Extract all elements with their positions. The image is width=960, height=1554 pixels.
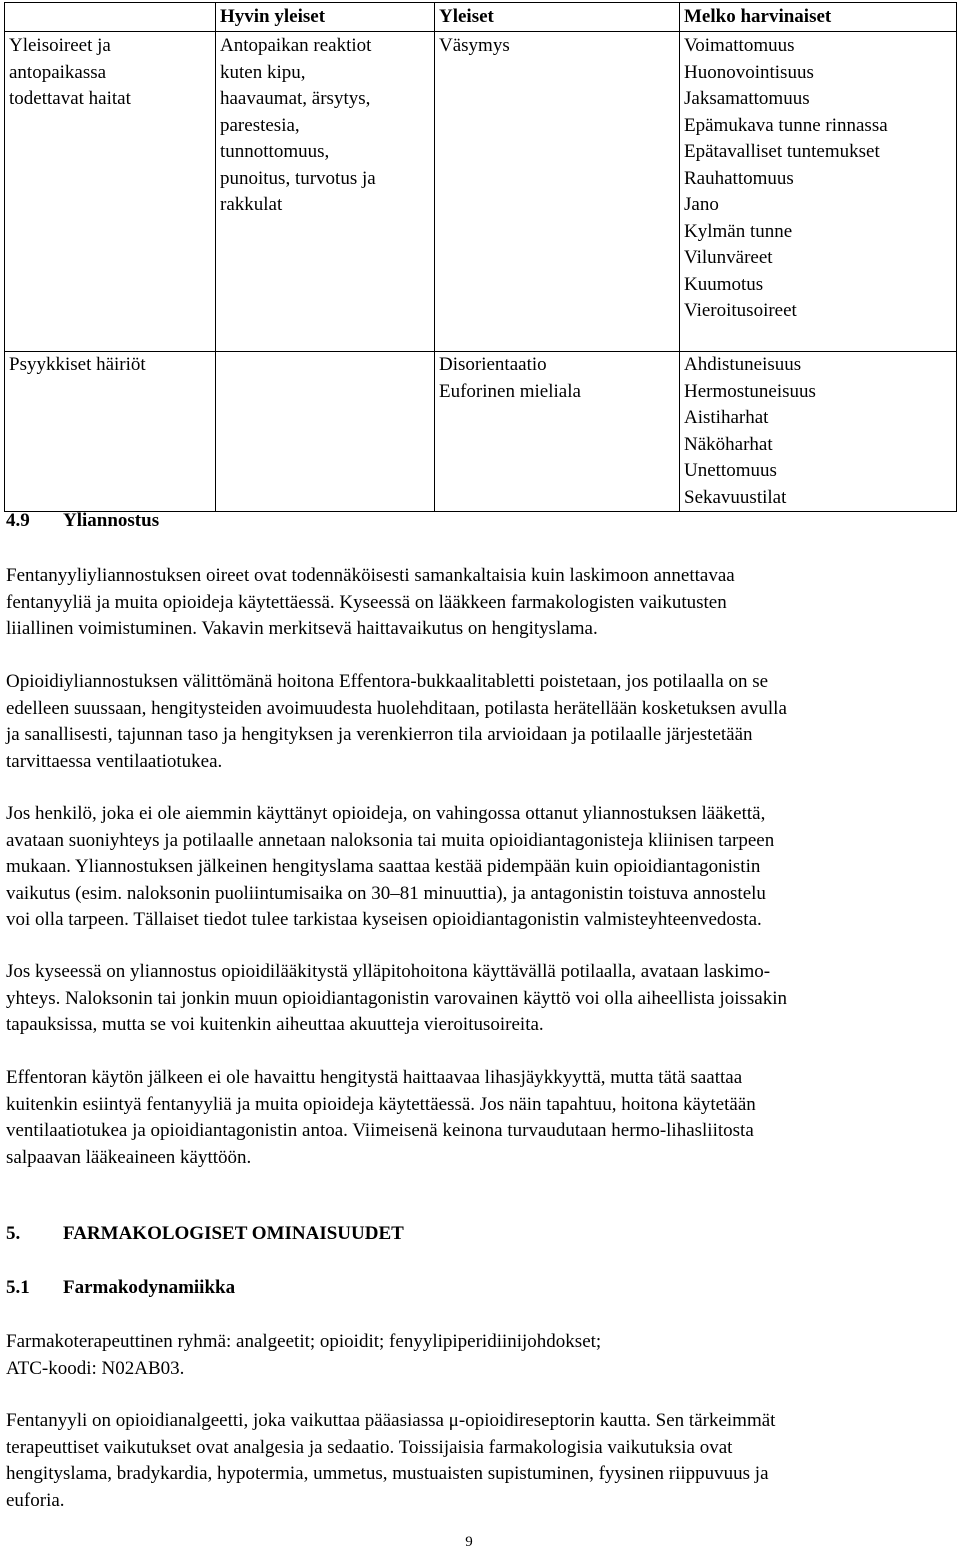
text-line: Effentoran käytön jälkeen ei ole havaittu hengitystä haittaavaa lihasjäykkyyttä, mutta tätä saattaa	[6, 1067, 743, 1088]
uncommon-cell	[680, 352, 957, 512]
cell-line: Näköharhat	[684, 433, 773, 455]
cell-line: todettavat haitat	[9, 88, 131, 109]
cell-line: Disorientaatio	[439, 354, 547, 375]
paragraph	[6, 1408, 950, 1514]
cell-line: kuten kipu,	[220, 61, 306, 83]
cell-line: Rauhattomuus	[684, 167, 794, 189]
category-cell	[5, 32, 216, 352]
cell-line: Voimattomuus	[684, 35, 795, 56]
cell-line: Kylmän tunne	[684, 220, 793, 242]
header-cell: Melko harvinaiset	[680, 3, 957, 32]
paragraph	[6, 669, 950, 775]
section-number: 4.9	[6, 510, 30, 531]
cell-line: Psyykkiset häiriöt	[9, 354, 146, 375]
text-line: mukaan. Yliannostuksen jälkeinen hengityslama saattaa kestää pidempään kuin opioidiantagonistin	[6, 856, 761, 877]
header-cell: Hyvin yleiset	[216, 3, 435, 32]
header-cell	[5, 3, 216, 32]
adverse-effects-table	[4, 2, 957, 512]
paragraph	[6, 959, 950, 1039]
section-heading-4-9	[6, 510, 159, 532]
text-line: edelleen suussaan, hengitysteiden avoimuudesta huolehditaan, potilasta herätellään kosketuksen avulla	[6, 697, 787, 719]
cell-line: Jaksamattomuus	[684, 88, 810, 109]
table-header-row	[5, 3, 957, 32]
paragraph	[6, 1065, 950, 1171]
cell-line: Kuumotus	[684, 273, 764, 295]
text-line: voi olla tarpeen. Tällaiset tiedot tulee tarkistaa kyseisen opioidiantagonistin valmisteyhteenvedosta.	[6, 909, 762, 930]
text-line: ATC-koodi: N02AB03.	[6, 1357, 185, 1379]
text-line: Jos henkilö, joka ei ole aiemmin käyttänyt opioideja, on vahingossa ottanut yliannostuksen lääkettä,	[6, 803, 766, 824]
text-line: hengityslama, bradykardia, hypotermia, ummetus, mustuaisten supistuminen, fyysinen riippuvuus ja	[6, 1463, 769, 1484]
text-line: Fentanyyliyliannostuksen oireet ovat todennäköisesti samankaltaisia kuin laskimoon annettavaa	[6, 565, 735, 586]
cell-line: haavaumat, ärsytys,	[220, 88, 371, 109]
section-title: FARMAKOLOGISET OMINAISUUDET	[63, 1223, 404, 1244]
text-line: ja sanallisesti, tajunnan taso ja hengityksen ja verenkierron tila arvioidaan ja potilaalle järjestetään	[6, 724, 753, 745]
cell-line: Yleisoireet ja	[9, 35, 111, 56]
text-line: Jos kyseessä on yliannostus opioidilääkitystä ylläpitohoitona käyttävällä potilaalla, avataan laskimo-	[6, 961, 771, 982]
cell-line: Antopaikan reaktiot	[220, 35, 372, 56]
text-line: Fentanyyli on opioidianalgeetti, joka vaikuttaa pääasiassa μ-opioidireseptorin kautta. Sen tärkeimmät	[6, 1410, 776, 1431]
cell-line: parestesia,	[220, 114, 300, 136]
cell-line: Epätavalliset tuntemukset	[684, 141, 880, 162]
very-common-cell	[216, 352, 435, 512]
cell-line: Epämukava tunne rinnassa	[684, 114, 888, 136]
section-title: Yliannostus	[63, 510, 160, 531]
cell-line: rakkulat	[220, 194, 283, 215]
section-heading-5-1	[6, 1277, 235, 1299]
text-line: euforia.	[6, 1489, 65, 1511]
cell-line: Huonovointisuus	[684, 61, 814, 83]
cell-line: Hermostuneisuus	[684, 380, 816, 402]
text-line: tapauksissa, mutta se voi kuitenkin aiheuttaa akuutteja vieroitusoireita.	[6, 1014, 544, 1035]
text-line: avataan suoniyhteys ja potilaalle annetaan naloksonia tai muita opioidiantagonisteja kliinisen tarpeen	[6, 829, 775, 851]
uncommon-cell	[680, 32, 957, 352]
table-row	[5, 32, 957, 352]
text-line: Farmakoterapeuttinen ryhmä: analgeetit; opioidit; fenyylipiperidiinijohdokset;	[6, 1331, 602, 1352]
text-line: terapeuttiset vaikutukset ovat analgesia ja sedaatio. Toissijaisia farmakologisia vaikutuksia ovat	[6, 1436, 733, 1458]
paragraph	[6, 563, 950, 643]
cell-line: punoitus, turvotus ja	[220, 167, 376, 189]
cell-line: Vilunväreet	[684, 247, 773, 268]
cell-line: Euforinen mieliala	[439, 380, 581, 402]
common-cell	[435, 32, 680, 352]
text-line: vaikutus (esim. naloksonin puoliintumisaika on 30–81 minuuttia), ja antagonistin toistuva annostelu	[6, 882, 766, 904]
cell-line: Aistiharhat	[684, 407, 769, 428]
header-cell: Yleiset	[435, 3, 680, 32]
text-line: liiallinen voimistuminen. Vakavin merkitsevä haittavaikutus on hengityslama.	[6, 618, 598, 639]
text-line: yhteys. Naloksonin tai jonkin muun opioidiantagonistin varovainen käyttö voi olla aiheellista joissakin	[6, 987, 787, 1009]
cell-line: Ahdistuneisuus	[684, 354, 802, 375]
cell-line: Vieroitusoireet	[684, 300, 797, 321]
cell-line: Jano	[684, 194, 719, 215]
text-line: salpaavan lääkeaineen käyttöön.	[6, 1146, 252, 1168]
page-number: 9	[465, 1534, 473, 1550]
cell-line: Väsymys	[439, 35, 510, 56]
cell-line: Unettomuus	[684, 460, 777, 481]
cell-line: antopaikassa	[9, 61, 107, 83]
section-heading-5	[6, 1223, 404, 1245]
very-common-cell	[216, 32, 435, 352]
text-line: ventilaatiotukea ja opioidiantagonistin antoa. Viimeisenä keinona turvaudutaan hermo-lihasliitosta	[6, 1120, 754, 1141]
section-number: 5.1	[6, 1277, 30, 1298]
cell-line: tunnottomuus,	[220, 141, 330, 162]
text-line: Opioidiyliannostuksen välittömänä hoitona Effentora-bukkaalitabletti poistetaan, jos potilaalla on se	[6, 671, 769, 692]
paragraph	[6, 1329, 950, 1382]
category-cell	[5, 352, 216, 512]
section-number: 5.	[6, 1223, 21, 1244]
text-line: fentanyyliä ja muita opioideja käytettäessä. Kyseessä on lääkkeen farmakologisten vaikutusten	[6, 591, 727, 613]
common-cell	[435, 352, 680, 512]
cell-line: Sekavuustilat	[684, 486, 787, 508]
section-title: Farmakodynamiikka	[63, 1277, 236, 1298]
table-row	[5, 352, 957, 512]
paragraph	[6, 801, 950, 934]
text-line: kuitenkin esiintyä fentanyyliä ja muita opioideja käytettäessä. Jos näin tapahtuu, hoitona käytetään	[6, 1093, 756, 1115]
text-line: tarvittaessa ventilaatiotukea.	[6, 750, 223, 772]
